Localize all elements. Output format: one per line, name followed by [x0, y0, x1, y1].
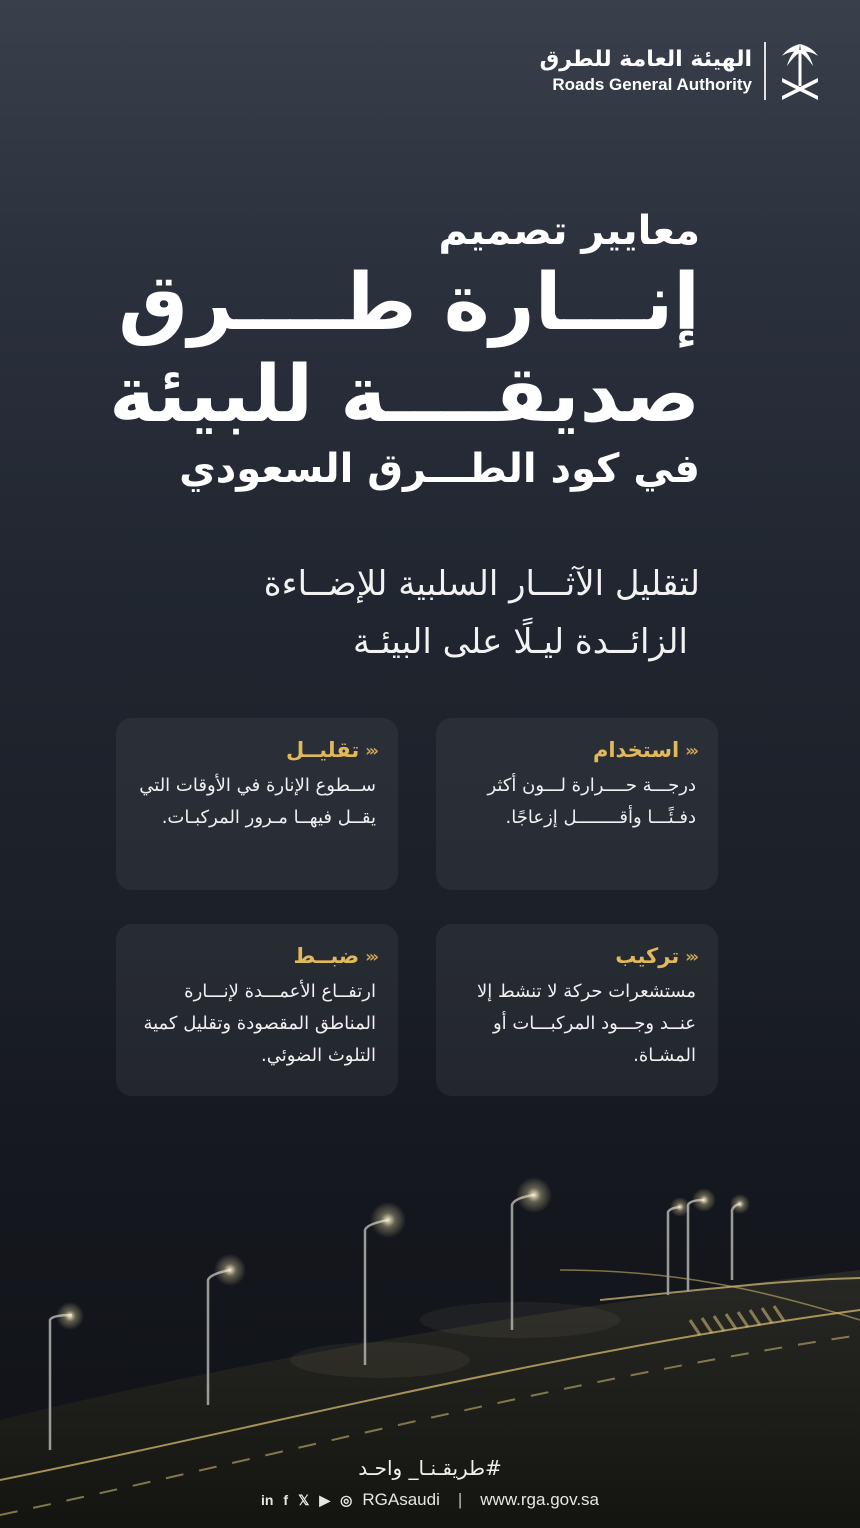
logo-text — [540, 46, 752, 96]
card-reduce — [116, 718, 398, 890]
chevrons-icon: ‹‹‹ — [365, 946, 376, 966]
subtitle-line-2: الزائــدة ليـلًا على البيئـة — [352, 622, 688, 662]
title-line-3: صديقــــة للبيئة — [109, 350, 700, 440]
facebook-icon[interactable]: f — [283, 1492, 289, 1508]
footer — [0, 1456, 860, 1510]
palm-swords-emblem-icon — [778, 40, 822, 102]
subtitle-line-1: لتقليل الآثـــار السلبية للإضــاءة — [263, 564, 700, 604]
title-line-2: إنـــارة طــــرق — [118, 258, 700, 348]
card-body: ســطوع الإنارة في الأوقات التي يقــل فيهــا مـرور المركبـات. — [139, 775, 376, 828]
chevrons-icon: ‹‹‹ — [685, 740, 696, 760]
chevrons-icon: ‹‹‹ — [685, 946, 696, 966]
headline — [109, 205, 700, 497]
footer-divider: | — [457, 1490, 463, 1509]
card-title: ضبــط — [293, 944, 360, 968]
card-body: ارتفــاع الأعمـــدة لإنـــارة المناطق المقصودة وتقليل كمية التلوث الضوئي. — [143, 981, 376, 1066]
social-handle[interactable]: RGAsaudi — [362, 1490, 440, 1509]
logo-name-ar: الهيئة العامة للطرق — [539, 47, 752, 72]
x-icon[interactable]: 𝕏 — [298, 1491, 310, 1508]
card-header — [138, 738, 376, 762]
card-title: تركيب — [615, 944, 680, 968]
instagram-icon[interactable]: ◎ — [340, 1491, 353, 1508]
logo — [540, 40, 822, 102]
card-usage — [436, 718, 718, 890]
card-header — [458, 944, 696, 968]
title-line-1: معايير تصميم — [438, 208, 700, 254]
card-install — [436, 924, 718, 1096]
title-line-4: في كود الطـــرق السعودي — [179, 446, 700, 492]
card-title: تقليــل — [285, 738, 360, 762]
social-bar — [0, 1490, 860, 1510]
subtitle — [264, 555, 700, 671]
card-body: مستشعرات حركة لا تنشط إلا عنــد وجـــود المركبـــات أو المشـاة. — [476, 981, 696, 1066]
youtube-icon[interactable]: ▶ — [319, 1491, 331, 1508]
card-header — [138, 944, 376, 968]
card-body: درجـــة حــــرارة لـــون أكثر دفـئًـــا وأقــــــــل إزعاجًا. — [487, 775, 696, 828]
logo-divider — [764, 42, 766, 100]
logo-name-en: Roads General Authority — [552, 75, 752, 94]
chevrons-icon: ‹‹‹ — [365, 740, 376, 760]
website-link[interactable]: www.rga.gov.sa — [480, 1490, 600, 1509]
linkedin-icon[interactable]: in — [260, 1492, 274, 1508]
card-header — [458, 738, 696, 762]
card-title: استخدام — [592, 738, 680, 762]
hashtag: #طريقـنـا_ واحـد — [358, 1456, 502, 1480]
card-adjust — [116, 924, 398, 1096]
